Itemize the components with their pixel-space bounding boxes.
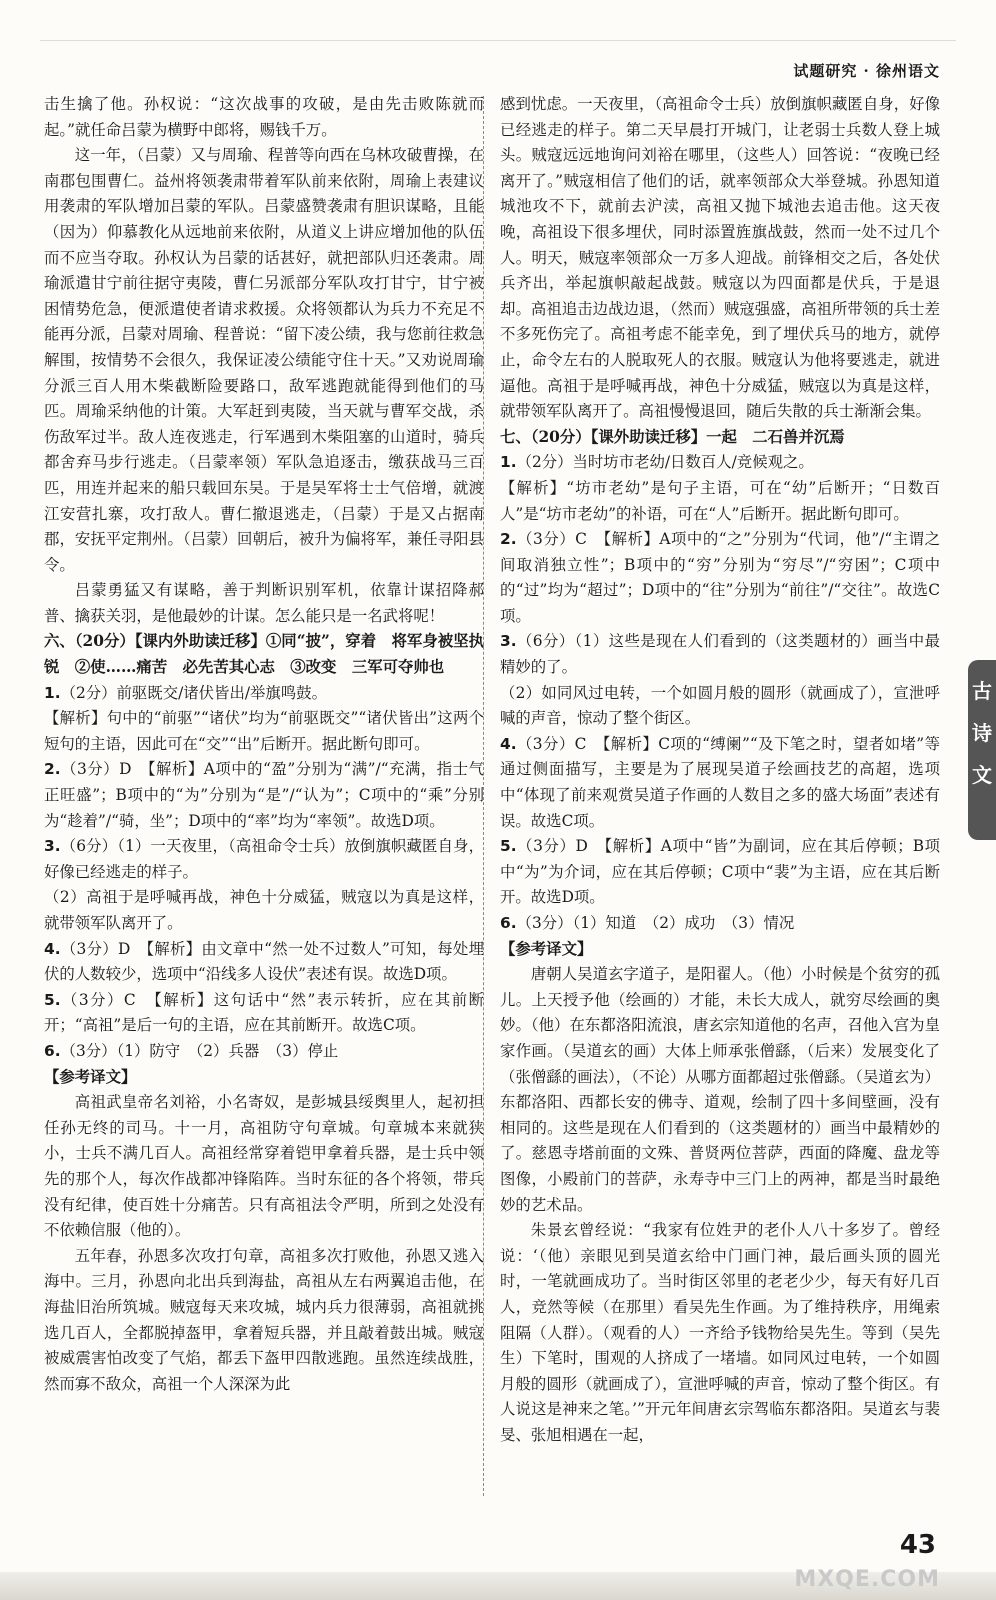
section-heading: 七、（20分）【课外助读迁移】一起 二石兽并沉焉	[500, 427, 845, 446]
answer-text: （3分）C 【解析】C项的“缚阑”“及下笔之时，望者如堵”等通过侧面描写，主要是为了展现吴道子绘画技艺的高超，选项中“体现了前来观赏吴道子作画的人数目之多的盛大场面”表述有误。故选C项。	[500, 734, 940, 830]
question-number: 4.	[500, 734, 517, 753]
paragraph: 【解析】“坊市老幼”是句子主语，可在“幼”后断开；“日数百人”是“坊市老幼”的补语，可在“人”后断开。据此断句即可。	[500, 478, 940, 523]
answer-item	[44, 834, 484, 885]
side-tab-char: 古	[972, 679, 992, 703]
side-tab-char: 诗	[972, 721, 992, 745]
paragraph: 这一年，（吕蒙）又与周瑜、程普等向西在乌林攻破曹操，在南郡包围曹仁。益州将领袭肃带着军队前来依附，周瑜上表建议用袭肃的军队增加吕蒙的军队。吕蒙盛赞袭肃有胆识谋略，且能（因为）仰慕教化从远地前来依附，从道义上讲应增加他的队伍而不应当夺取。孙权认为吕蒙的话甚好，就把部队归还袭肃。周瑜派遣甘宁前往据守夷陵，曹仁另派部分军队攻打甘宁，甘宁被困情势危急，便派遣使者请求救援。众将领都认为兵力不充足不能再分派，吕蒙对周瑜、程普说：“留下凌公绩，我与您前往救急解围，按情势不会很久，我保证凌公绩能守住十天。”又劝说周瑜分派三百人用木柴截断险要路口，敌军逃跑就能得到他们的马匹。周瑜采纳他的计策。大军赶到夷陵，当天就与曹军交战，杀伤敌军过半。敌人连夜逃走，行军遇到木柴阻塞的山道时，骑兵都舍弃马步行逃走。（吕蒙率领）军队急追逐击，缴获战马三百匹，用连并起来的船只载回东吴。于是吴军将士士气倍增，就渡江安营扎寨，攻打敌人。曹仁撤退逃走，（吕蒙）于是又占据南郡，安抚平定荆州。（吕蒙）回朝后，被升为偏将军，兼任寻阳县令。	[44, 146, 484, 574]
question-number: 3.	[500, 632, 517, 651]
answer-text: （6分）（1）一天夜里，（高祖命令士兵）放倒旗帜藏匿自身，好像已经逃走的样子。	[44, 837, 484, 881]
question-number: 6.	[500, 914, 517, 932]
answer-text: （6分）（1）这些是现在人们看到的（这类题材的）画当中最精妙的了。	[500, 632, 940, 677]
paragraph: 朱景玄曾经说：“我家有位姓尹的老仆人八十多岁了。曾经说：‘（他）亲眼见到吴道玄给中门画门神，最后画头顶的圆光时，一笔就画成功了。当时街区邻里的老老少少，每天有好几百人，竞然等候（在那里）看吴先生作画。为了维持秩序，用绳索阻隔（人群）。（观看的人）一齐给予钱物给吴先生。等到（吴先生）下笔时，围观的人挤成了一堵墙。如同风过电转，一个如圆月般的圆形（就画成了），宣泄呼喊的声音，惊动了整个街区。有人说这是神来之笔。’”开元年间唐玄宗驾临东都洛阳。吴道玄与裴旻、张旭相遇在一起，	[500, 1221, 940, 1444]
answer-item	[500, 732, 940, 834]
question-number: 5.	[500, 837, 517, 856]
translation-label: 【参考译文】	[44, 1067, 137, 1086]
paragraph: 吕蒙勇猛又有谋略，善于判断识别军机，依靠计谋招降郝普、擒获关羽，是他最妙的计谋。怎么能只是一名武将呢！	[44, 581, 484, 625]
question-number: 3.	[44, 837, 61, 856]
section-heading: 六、（20分）【课内外助读迁移】①同“披”，穿着 将军身被坚执锐 ②使……痛苦 必先苦其心志 ③改变 三军可夺帅也	[44, 632, 484, 677]
page-number: 43	[899, 1530, 936, 1560]
translation-label: 【参考译文】	[500, 939, 593, 958]
answer-item	[500, 450, 940, 476]
paragraph: （2）如同风过电转，一个如圆月般的圆形（就画成了），宣泄呼喊的声音，惊动了整个街区。	[500, 683, 940, 728]
answer-text: （3分）D 【解析】A项中的“盈”分别为“满”/“充满，指士气正旺盛”；B项中的“为”分别为“是”/“认为”；C项中的“乘”分别为“趁着”/“骑，坐”；D项中的“率”均为“率领”。故选D项。	[44, 760, 484, 830]
side-tab	[968, 660, 996, 840]
answer-item	[44, 1039, 484, 1065]
question-number: 1.	[500, 453, 517, 472]
answer-text: （3分）C 【解析】这句话中“然”表示转折，应在其前断开；“高祖”是后一句的主语，应在其前断开。故选C项。	[44, 990, 484, 1035]
right-column	[500, 92, 940, 1448]
paragraph: 击生擒了他。孙权说：“这次战事的攻破，是由先击败陈就而起。”就任命吕蒙为横野中郎将，赐钱千万。	[44, 95, 484, 139]
answer-text: （3分）D 【解析】由文章中“然一处不过数人”可知，每处埋伏的人数较少，选项中“沿线多人设伏”表述有误。故选D项。	[44, 939, 484, 984]
answer-item	[44, 757, 484, 834]
question-number: 1.	[44, 683, 61, 702]
answer-text: （2分）前驱既交/诸伏皆出/举旗鸣鼓。	[60, 683, 327, 702]
top-rule	[40, 40, 956, 41]
page-header: 试题研究 · 徐州语文	[793, 62, 940, 80]
answer-text: （3分）（1）防守 （2）兵器 （3）停止	[60, 1041, 339, 1060]
answer-text: （3分）（1）知道 （2）成功 （3）情况	[516, 914, 795, 932]
paragraph: 五年春，孙恩多次攻打句章，高祖多次打败他，孙恩又逃入海中。三月，孙恩向北出兵到海盐，高祖从左右两翼追击他，在海盐旧治所筑城。贼寇每天来攻城，城内兵力很薄弱，高祖就挑选几百人，全都脱掉盔甲，拿着短兵器，并且敲着鼓出城。贼寇被威震害怕改变了气焰，都丢下盔甲四散逃跑。虽然连续战胜，然而寡不敌众，高祖一个人深深为此	[44, 1246, 484, 1393]
answer-text: （3分）C 【解析】A项中的“之”分别为“代词，他”/“主谓之间取消独立性”；B项中的“穷”分别为“穷尽”/“穷困”；C项中的“过”均为“超过”；D项中的“往”分别为“前往”/“交往”。故选C项。	[500, 530, 940, 625]
paragraph: 【解析】句中的“前驱”“诸伏”均为“前驱既交”“诸伏皆出”这两个短句的主语，因此可在“交”“出”后断开。据此断句即可。	[44, 709, 484, 753]
answer-item	[500, 834, 940, 911]
question-number: 2.	[44, 760, 61, 779]
answer-text: （2分）当时坊市老幼/日数百人/竞候观之。	[516, 453, 814, 472]
answer-item	[500, 527, 940, 629]
watermark: MXQE.COM	[794, 1567, 940, 1592]
answer-item	[44, 937, 484, 988]
answer-text: （3分）D 【解析】A项中“皆”为副词，应在其后停顿；B项中“为”为介词，应在其后停顿；C项中“裴”为主语，应在其后断开。故选D项。	[500, 837, 940, 907]
question-number: 6.	[44, 1041, 61, 1060]
paragraph: 感到忧虑。一天夜里，（高祖命令士兵）放倒旗帜藏匿自身，好像已经逃走的样子。第二天早晨打开城门，让老弱士兵数人登上城头。贼寇远远地询问刘裕在哪里，（这些人）回答说：“夜晚已经离开了。”贼寇相信了他们的话，就率领部众大举登城。孙恩知道城池攻不下，就前去沪渎，高祖又抛下城池去追击他。这天夜晚，高祖设下很多埋伏，同时添置旌旗战鼓，然而一处不过几个人。明天，贼寇率领部众一万多人迎战。前锋相交之后，各处伏兵齐出，举起旗帜敲起战鼓。贼寇以为四面都是伏兵，于是退却。高祖追击边战边退，（然而）贼寇强盛，高祖所带领的兵士差不多死伤完了。高祖考虑不能幸免，到了埋伏兵马的地方，就停止，命令左右的人脱取死人的衣服。贼寇认为他将要逃走，就进逼他。高祖于是呼喊再战，神色十分威猛，贼寇以为真是这样，就带领军队离开了。高祖慢慢退回，随后失散的兵士渐渐会集。	[500, 95, 940, 421]
side-tab-char: 文	[972, 763, 992, 787]
paragraph: 唐朝人吴道玄字道子，是阳翟人。（他）小时候是个贫穷的孤儿。上天授予他（绘画的）才能，未长大成人，就穷尽绘画的奥妙。（他）在东都洛阳流浪，唐玄宗知道他的名声，召他入宫为皇家作画。（吴道玄的画）大体上师承张僧繇，（后来）发展变化了（张僧繇的画法），（不论）从哪方面都超过张僧繇。（吴道玄为）东都洛阳、西都长安的佛寺、道观，绘制了四十多间壁画，没有相同的。这些是现在人们看到的（这类题材的）画当中最精妙的了。慈恩寺塔前面的文殊、普贤两位菩萨，西面的降魔、盘龙等图像，小殿前门的菩萨，永寿寺中三门上的两神，都是当时最绝妙的艺术品。	[500, 965, 940, 1214]
left-column	[44, 92, 484, 1397]
answer-item	[44, 681, 484, 707]
answer-item	[44, 988, 484, 1039]
question-number: 5.	[44, 990, 61, 1009]
answer-item	[500, 911, 940, 937]
paragraph: （2）高祖于是呼喊再战，神色十分威猛，贼寇以为真是这样，就带领军队离开了。	[44, 888, 484, 932]
paragraph: 高祖武皇帝名刘裕，小名寄奴，是彭城县绥舆里人，起初担任孙无终的司马。十一月，高祖防守句章城。句章城本来就狭小，士兵不满几百人。高祖经常穿着铠甲拿着兵器，是士兵中领先的那个人，每次作战都冲锋陷阵。当时东征的各个将领，带兵没有纪律，使百姓十分痛苦。只有高祖法令严明，所到之处没有不依赖信服（他的）。	[44, 1093, 484, 1240]
answer-item	[500, 629, 940, 680]
question-number: 2.	[500, 530, 517, 549]
column-divider	[483, 96, 484, 1496]
question-number: 4.	[44, 939, 61, 958]
